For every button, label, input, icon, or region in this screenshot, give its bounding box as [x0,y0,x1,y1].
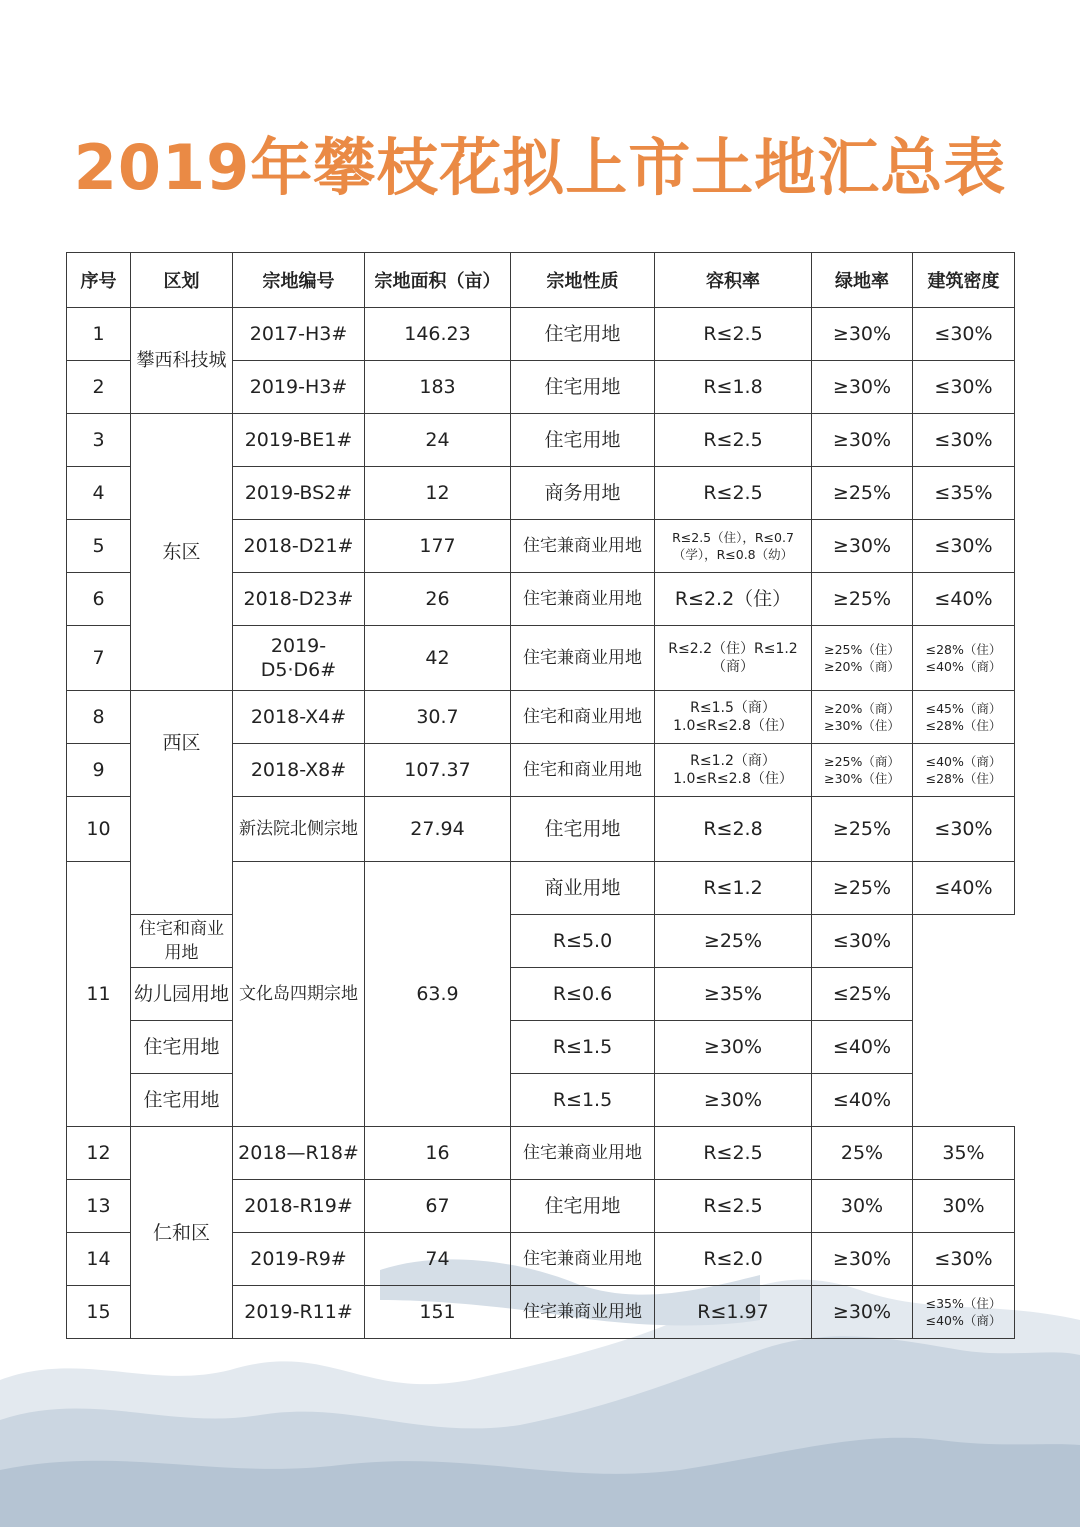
cell-use: 住宅和商业用地 [131,915,233,968]
cell-district: 东区 [131,414,233,691]
cell-code: 2019-H3# [233,361,365,414]
cell-far: R≤0.6 [511,968,655,1021]
cell-far: R≤2.5（住），R≤0.7（学），R≤0.8（幼） [655,520,812,573]
cell-far: R≤2.2（住）R≤1.2（商） [655,626,812,691]
cell-density: ≤40% [812,1021,913,1074]
cell-use: 住宅和商业用地 [511,691,655,744]
cell-use: 住宅和商业用地 [511,744,655,797]
cell-area: 30.7 [365,691,511,744]
cell-area: 24 [365,414,511,467]
cell-density: ≤40% [913,573,1015,626]
cell-use: 住宅用地 [131,1021,233,1074]
cell-density: ≤30% [913,361,1015,414]
table-row [67,691,1015,744]
cell-use: 住宅用地 [511,308,655,361]
cell-use: 住宅兼商业用地 [511,626,655,691]
cell-far: R≤2.2（住） [655,573,812,626]
cell-no: 15 [67,1286,131,1339]
cell-use: 住宅用地 [131,1074,233,1127]
cell-no: 10 [67,797,131,862]
cell-use: 商务用地 [511,467,655,520]
cell-green: ≥25% [812,573,913,626]
cell-density: ≤25% [812,968,913,1021]
cell-green: ≥35% [655,968,812,1021]
cell-no: 12 [67,1127,131,1180]
cell-code: 2018-R19# [233,1180,365,1233]
cell-green: ≥30% [812,414,913,467]
table-row [67,1021,1015,1074]
cell-use: 住宅用地 [511,361,655,414]
cell-far: R≤1.5 [511,1021,655,1074]
cell-code: 2019-BS2# [233,467,365,520]
cell-area: 151 [365,1286,511,1339]
cell-area: 146.23 [365,308,511,361]
cell-green: ≥30% [812,308,913,361]
cell-green: ≥25%（商）≥30%（住） [812,744,913,797]
cell-area: 26 [365,573,511,626]
page-title: 2019年攀枝花拟上市土地汇总表 [73,131,1007,204]
cell-no: 13 [67,1180,131,1233]
cell-green: ≥30% [812,1233,913,1286]
cell-far: R≤1.8 [655,361,812,414]
cell-no: 3 [67,414,131,467]
cell-no: 4 [67,467,131,520]
cell-code: 2019-R11# [233,1286,365,1339]
cell-far: R≤2.5 [655,1180,812,1233]
cell-code: 2019-D5·D6# [233,626,365,691]
cell-code: 2019-R9# [233,1233,365,1286]
cell-district: 攀西科技城 [131,308,233,414]
cell-far: R≤1.2 [655,862,812,915]
cell-far: R≤5.0 [511,915,655,968]
cell-far: R≤1.5 [511,1074,655,1127]
cell-code: 2018-D23# [233,573,365,626]
cell-green: ≥30% [655,1021,812,1074]
cell-no: 14 [67,1233,131,1286]
header-area: 宗地面积（亩） [365,253,511,308]
cell-no: 11 [67,862,131,1127]
cell-use: 商业用地 [511,862,655,915]
cell-density: ≤30% [913,797,1015,862]
cell-density: ≤30% [913,308,1015,361]
cell-green: ≥25% [812,797,913,862]
cell-density: ≤40% [913,862,1015,915]
cell-density: ≤30% [812,915,913,968]
cell-area: 107.37 [365,744,511,797]
table-row [67,414,1015,467]
header-density: 建筑密度 [913,253,1015,308]
cell-green: ≥30% [812,361,913,414]
table-row [67,968,1015,1021]
cell-green: ≥20%（商）≥30%（住） [812,691,913,744]
cell-density: ≤30% [913,414,1015,467]
cell-use: 幼儿园用地 [131,968,233,1021]
cell-area: 12 [365,467,511,520]
cell-no: 5 [67,520,131,573]
cell-green: 30% [812,1180,913,1233]
cell-code: 2018-X4# [233,691,365,744]
cell-use: 住宅用地 [511,1180,655,1233]
cell-area: 16 [365,1127,511,1180]
cell-green: ≥25% [812,862,913,915]
cell-code: 2019-BE1# [233,414,365,467]
header-use: 宗地性质 [511,253,655,308]
cell-use: 住宅用地 [511,414,655,467]
cell-density: ≤30% [913,520,1015,573]
cell-no: 2 [67,361,131,414]
cell-code: 2018-X8# [233,744,365,797]
cell-use: 住宅兼商业用地 [511,1286,655,1339]
cell-green: ≥30% [812,520,913,573]
table-row [67,915,1015,968]
cell-density: ≤35%（住）≤40%（商） [913,1286,1015,1339]
cell-density: 30% [913,1180,1015,1233]
cell-density: ≤35% [913,467,1015,520]
cell-green: ≥25% [655,915,812,968]
table-row [67,1127,1015,1180]
cell-green: ≥30% [812,1286,913,1339]
cell-far: R≤1.5（商）1.0≤R≤2.8（住） [655,691,812,744]
cell-no: 9 [67,744,131,797]
cell-area: 74 [365,1233,511,1286]
cell-area: 177 [365,520,511,573]
cell-density: ≤45%（商）≤28%（住） [913,691,1015,744]
table-row [67,308,1015,361]
cell-green: 25% [812,1127,913,1180]
cell-far: R≤2.5 [655,1127,812,1180]
cell-code: 文化岛四期宗地 [233,862,365,1127]
cell-use: 住宅兼商业用地 [511,573,655,626]
cell-far: R≤2.5 [655,308,812,361]
cell-area: 27.94 [365,797,511,862]
header-green: 绿地率 [812,253,913,308]
table-header-row [67,253,1015,308]
cell-no: 6 [67,573,131,626]
cell-density: ≤28%（住）≤40%（商） [913,626,1015,691]
cell-no: 7 [67,626,131,691]
cell-green: ≥25% [812,467,913,520]
cell-use: 住宅用地 [511,797,655,862]
table-row [67,1074,1015,1127]
cell-far: R≤2.5 [655,414,812,467]
cell-use: 住宅兼商业用地 [511,1233,655,1286]
cell-no: 1 [67,308,131,361]
cell-far: R≤1.97 [655,1286,812,1339]
cell-code: 新法院北侧宗地 [233,797,365,862]
cell-district: 西区 [131,691,233,915]
cell-use: 住宅兼商业用地 [511,1127,655,1180]
cell-density: ≤40% [812,1074,913,1127]
cell-green: ≥30% [655,1074,812,1127]
header-far: 容积率 [655,253,812,308]
land-summary-table [66,252,1015,1339]
cell-area: 183 [365,361,511,414]
cell-code: 2018-D21# [233,520,365,573]
cell-district: 仁和区 [131,1127,233,1339]
header-no: 序号 [67,253,131,308]
cell-far: R≤2.8 [655,797,812,862]
cell-density: ≤40%（商）≤28%（住） [913,744,1015,797]
header-district: 区划 [131,253,233,308]
cell-code: 2018—R18# [233,1127,365,1180]
cell-density: 35% [913,1127,1015,1180]
cell-no: 8 [67,691,131,744]
cell-green: ≥25%（住）≥20%（商） [812,626,913,691]
cell-use: 住宅兼商业用地 [511,520,655,573]
cell-area: 63.9 [365,862,511,1127]
cell-far: R≤1.2（商）1.0≤R≤2.8（住） [655,744,812,797]
cell-area: 42 [365,626,511,691]
cell-area: 67 [365,1180,511,1233]
cell-code: 2017-H3# [233,308,365,361]
cell-far: R≤2.5 [655,467,812,520]
cell-density: ≤30% [913,1233,1015,1286]
cell-far: R≤2.0 [655,1233,812,1286]
header-code: 宗地编号 [233,253,365,308]
